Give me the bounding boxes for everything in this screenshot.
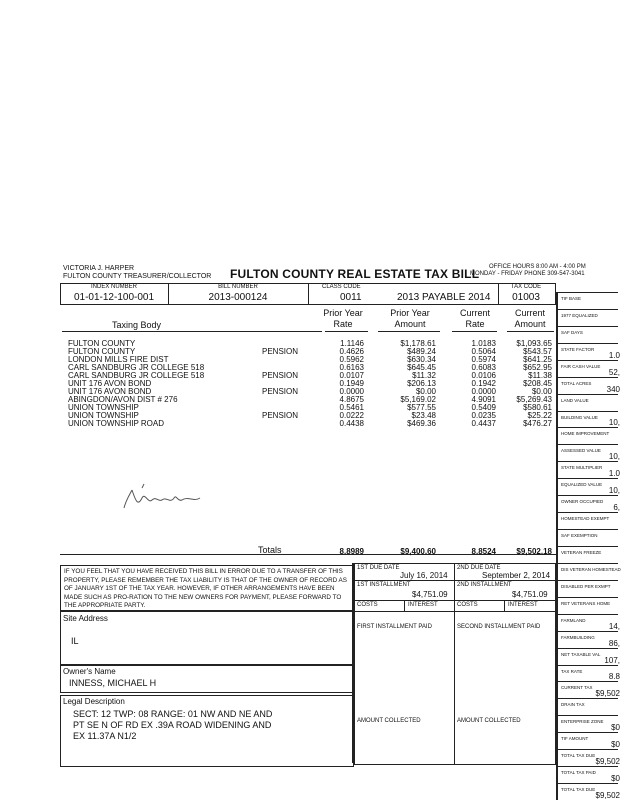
sidebar-cell-label: ASSESSED VALUE	[561, 448, 601, 454]
first-paid-label: FIRST INSTALLMENT PAID	[357, 624, 432, 630]
prior-amount: $0.00	[415, 387, 436, 396]
sidebar-cell-value: $9,502	[595, 790, 620, 800]
current-rate: 0.0106	[471, 371, 496, 380]
col-current-amount-2: Amount	[514, 319, 546, 329]
current-rate: 1.0183	[471, 339, 496, 348]
sidebar-cell-value: 10,	[608, 418, 620, 428]
prior-amount: $23.48	[411, 411, 436, 420]
sidebar-cell	[558, 343, 618, 361]
prior-amount: $577.55	[407, 403, 436, 412]
sidebar-cell-value: 14,	[608, 621, 620, 631]
sidebar-cell	[558, 597, 618, 615]
prior-rate: 0.4626	[339, 347, 364, 356]
total-prior-rate: 8.8989	[339, 547, 364, 556]
prior-rate: 0.5962	[339, 355, 364, 364]
current-rate: 0.4437	[471, 419, 496, 428]
totals-label: Totals	[258, 545, 282, 555]
col-prior-amount-1: Prior Year	[390, 308, 430, 318]
prior-amount: $645.45	[407, 363, 436, 372]
current-amount: $476.27	[523, 419, 552, 428]
current-rate: 0.5064	[471, 347, 496, 356]
sidebar-cell-label: FARMBUILDING	[561, 634, 595, 640]
sidebar-cell-value: $0	[611, 723, 620, 733]
second-paid-label: SECOND INSTALLMENT PAID	[457, 624, 541, 630]
sidebar-cell-label: BUILDING VALUE	[561, 414, 598, 420]
fund-note: PENSION	[262, 371, 299, 380]
legal-line-3: EX 11.37A N1/2	[73, 731, 137, 741]
prior-rate: 0.0222	[339, 411, 364, 420]
sidebar-cell	[558, 766, 618, 784]
sidebar-cell-label: ENTERPRISE ZONE	[561, 719, 604, 725]
sidebar-cell	[558, 360, 618, 378]
sidebar-cell	[558, 681, 618, 699]
class-code-label: CLASS CODE	[322, 284, 361, 290]
sidebar-cell-value: 340	[606, 384, 620, 394]
col-current-rate-1: Current	[459, 308, 490, 318]
sidebar-cell-label: FARMLAND	[561, 617, 586, 623]
current-amount: $5,269.43	[516, 395, 552, 404]
sidebar-cell-label: TOTAL TAX DUE	[561, 787, 596, 793]
sidebar-cell	[558, 563, 621, 581]
prior-rate: 4.8675	[339, 395, 364, 404]
sidebar-cell	[558, 648, 618, 666]
signature-scribble	[118, 478, 218, 514]
sidebar-cell	[558, 749, 618, 767]
fund-note: PENSION	[262, 387, 299, 396]
tax-code-label: TAX CODE	[510, 284, 542, 290]
class-code: 0011	[340, 292, 362, 303]
current-amount: $1,093.65	[516, 339, 552, 348]
sidebar-cell-label: SAF DAYS	[561, 329, 583, 335]
costs-2-label: COSTS	[457, 602, 478, 608]
sidebar-cell	[558, 394, 618, 412]
col-prior-rate-2: Rate	[333, 319, 353, 329]
sidebar-cell-value: $0	[611, 774, 620, 784]
sidebar-cell-label: HOMESTEAD EXEMPT	[561, 516, 610, 522]
sidebar-cell-label: HOME IMPROVEMENT	[561, 431, 610, 437]
prior-amount: $469.36	[407, 419, 436, 428]
taxing-body: UNIT 176 AVON BOND	[68, 379, 152, 388]
total-prior-amount: $9,400.60	[400, 547, 436, 556]
first-due-date: July 16, 2014	[400, 571, 448, 580]
current-rate: 0.5974	[471, 355, 496, 364]
sidebar-cell-label: TOTAL TAX PAID	[561, 770, 596, 776]
prior-rates-column	[318, 340, 364, 428]
sidebar-cell-label: EQUALIZED VALUE	[561, 482, 603, 488]
sidebar-cell	[558, 546, 618, 564]
amount-collected-1-label: AMOUNT COLLECTED	[357, 718, 421, 724]
prior-rate: 0.6163	[339, 363, 364, 372]
sidebar-cell	[558, 698, 618, 716]
sidebar-cell	[558, 444, 618, 462]
sidebar-cell-label: NET TAXABLE VAL	[561, 651, 601, 657]
taxing-body: FULTON COUNTY	[68, 339, 136, 348]
notice-box	[60, 565, 354, 611]
sidebar-cell	[558, 495, 618, 513]
taxing-body: FULTON COUNTY	[68, 347, 136, 356]
fund-note	[262, 356, 298, 364]
sidebar-cell-label: DISABLED PER EXMPT	[561, 583, 611, 589]
sidebar-cell	[558, 631, 618, 649]
site-address-value: IL	[71, 636, 79, 646]
owner-label: Owner's Name	[63, 667, 116, 676]
current-rate: 0.1942	[471, 379, 496, 388]
sidebar-cell-value: $9,502	[595, 689, 620, 699]
owner-name: INNESS, MICHAEL H	[69, 678, 157, 688]
legal-box	[60, 695, 354, 767]
taxing-body: UNION TOWNSHIP ROAD	[68, 419, 165, 428]
sidebar-cell-label: TIF BASE	[561, 296, 582, 301]
sidebar-cell-value: 8.8	[608, 672, 620, 682]
current-amount: $25.22	[527, 411, 552, 420]
current-amount: $11.38	[528, 371, 552, 380]
col-prior-rate-1: Prior Year	[323, 308, 363, 318]
sidebar-cell-label: CURRENT TAX	[561, 685, 593, 691]
site-address-label: Site Address	[63, 614, 108, 623]
current-amount: $208.45	[523, 379, 552, 388]
sidebar-cell	[558, 292, 618, 310]
index-number: 01-01-12-100-001	[73, 292, 155, 303]
index-number-label: INDEX NUMBER	[90, 284, 137, 290]
sidebar-cell	[558, 427, 618, 445]
taxing-body: LONDON MILLS FIRE DIST	[68, 355, 169, 364]
sidebar-cell-label: DIS VETERAN HOMESTEAD	[561, 566, 621, 572]
taxing-body: CARL SANDBURG JR COLLEGE 518	[68, 363, 205, 372]
sidebar-cell	[558, 326, 618, 344]
office-days-phone: MONDAY - FRIDAY PHONE 309-547-3041	[470, 271, 585, 277]
current-amounts-column	[500, 340, 552, 428]
sidebar-cell-label: TOTAL TAX DUE	[561, 753, 596, 759]
sidebar-cell-value: 6,	[613, 503, 620, 513]
total-current-amount: $9,502.18	[516, 547, 552, 556]
prior-rate: 0.0000	[339, 387, 364, 396]
office-hours: OFFICE HOURS 8:00 AM - 4:00 PM	[489, 264, 586, 270]
sidebar-cell-label: OWNER OCCUPIED	[561, 499, 604, 505]
sidebar-cell-label: FAIR CASH VALUE	[561, 363, 601, 369]
sidebar-cell-label: TOTAL ACRES	[561, 380, 592, 386]
current-rates-column	[450, 340, 496, 428]
sidebar-cell-value: $9,502	[595, 757, 620, 767]
owner-box	[60, 665, 354, 693]
sidebar-cell-label: SAF EXEMPTION	[561, 533, 598, 539]
current-amount: $580.61	[523, 403, 552, 412]
sidebar-cell	[558, 715, 618, 733]
sidebar-cell-value: 86,	[608, 638, 620, 648]
fund-note	[262, 420, 298, 428]
prior-amount: $1,178.61	[400, 339, 436, 348]
sidebar-cell	[558, 411, 618, 429]
costs-1-label: COSTS	[357, 602, 378, 608]
second-due-label: 2ND DUE DATE	[457, 565, 501, 571]
sidebar-cell-label: DRAIN TAX	[561, 702, 585, 708]
col-current-amount-1: Current	[514, 308, 545, 318]
col-current-rate-2: Rate	[465, 319, 485, 329]
sidebar-cell-label: STATE MULTIPLIER	[561, 465, 603, 471]
sidebar-cell	[558, 783, 618, 801]
current-rate: 0.5409	[471, 403, 496, 412]
prior-rate: 0.5461	[339, 403, 364, 412]
current-rate: 4.9091	[471, 395, 496, 404]
current-amount: $652.95	[523, 363, 552, 372]
legal-line-2: PT SE N OF RD EX .39A ROAD WIDENING AND	[73, 720, 272, 730]
prior-amount: $11.32	[412, 371, 436, 380]
fund-note	[262, 396, 298, 404]
sidebar-cell-label: VETERAN FREEZE	[561, 550, 602, 555]
sidebar-cell-value: 1.0	[608, 350, 620, 360]
current-amount: $543.57	[523, 347, 552, 356]
prior-amount: $206.13	[407, 379, 436, 388]
sidebar-cell-label: RET VETERANS HOME	[561, 600, 611, 606]
first-due-label: 1ST DUE DATE	[357, 565, 400, 571]
prior-amount: $5,169.02	[400, 395, 436, 404]
fund-note: PENSION	[262, 347, 299, 356]
sidebar-cell	[558, 512, 618, 530]
taxing-bodies-column	[68, 340, 204, 428]
prior-rate: 0.4438	[339, 419, 364, 428]
assessment-sidebar	[556, 292, 620, 800]
tax-code: 01003	[512, 292, 540, 303]
second-due-date: September 2, 2014	[482, 571, 551, 580]
transfer-notice: IF YOU FEEL THAT YOU HAVE RECEIVED THIS BILL IN ERROR DUE TO A TRANSFER OF THIS PROPERTY, PLEASE REMEMBER THE TAX LIABILITY IS THAT OF THE OWNER OF RECORD AS OF JANUARY 1ST OF THE TAX YEAR. HOWEVER, IF OTHER ARRANGEMENTS HAVE BEEN MADE SUCH AS PRO-RATION TO THE NEW OWNERS FOR PAYMENT, PLEASE FORWARD TO THE APPROPRIATE PARTY.	[64, 568, 347, 610]
legal-label: Legal Description	[63, 697, 125, 706]
fund-note: PENSION	[262, 411, 299, 420]
sidebar-cell-value: 1.0	[608, 469, 620, 479]
taxing-body: UNIT 176 AVON BOND	[68, 387, 152, 396]
prior-rate: 1.1146	[340, 339, 364, 348]
sidebar-cell-label: TIF AMOUNT	[561, 736, 589, 742]
col-prior-amount-2: Amount	[394, 319, 426, 329]
prior-amounts-column	[376, 340, 436, 428]
sidebar-cell	[558, 614, 618, 632]
first-installment-label: 1ST INSTALLMENT	[357, 582, 411, 588]
sidebar-cell-value: 10,	[608, 452, 620, 462]
sidebar-cell-label: TAX RATE	[561, 668, 583, 674]
taxing-body: CARL SANDBURG JR COLLEGE 518	[68, 371, 205, 380]
interest-2-label: INTEREST	[508, 602, 538, 608]
treasurer-name: VICTORIA J. HARPER	[63, 265, 135, 272]
interest-1-label: INTEREST	[408, 602, 438, 608]
first-installment: $4,751.09	[412, 590, 448, 599]
bill-title: FULTON COUNTY REAL ESTATE TAX BILL	[230, 267, 480, 281]
sidebar-cell	[558, 732, 618, 750]
sidebar-cell	[558, 461, 618, 479]
sidebar-cell	[558, 309, 618, 327]
sidebar-cell-value: $0	[611, 740, 620, 750]
notes-column	[262, 340, 298, 428]
sidebar-cell	[558, 377, 618, 395]
site-address-box	[60, 611, 354, 665]
current-amount: $0.00	[531, 387, 552, 396]
sidebar-cell-label: LAND VALUE	[561, 397, 589, 403]
sidebar-cell	[558, 478, 618, 496]
current-amount: $641.25	[523, 355, 552, 364]
current-rate: 0.0000	[471, 387, 496, 396]
bill-number: 2013-000124	[208, 292, 268, 303]
second-installment: $4,751.09	[512, 590, 548, 599]
sidebar-cell	[558, 580, 618, 598]
taxing-body: UNION TOWNSHIP	[68, 411, 139, 420]
taxing-body: UNION TOWNSHIP	[68, 403, 139, 412]
amount-collected-2-label: AMOUNT COLLECTED	[457, 718, 521, 724]
treasurer-title: FULTON COUNTY TREASURER/COLLECTOR	[63, 273, 212, 280]
payable-year: 2013 PAYABLE 2014	[397, 292, 491, 303]
bill-number-label: BILL NUMBER	[218, 284, 258, 290]
prior-rate: 0.0107	[339, 371, 364, 380]
col-taxing-body: Taxing Body	[112, 320, 162, 330]
prior-rate: 0.1949	[339, 379, 364, 388]
sidebar-cell	[558, 665, 618, 683]
sidebar-cell-value: 107,	[604, 655, 620, 665]
current-rate: 0.0235	[471, 411, 496, 420]
legal-line-1: SECT: 12 TWP: 08 RANGE: 01 NW AND NE AND	[73, 709, 273, 719]
sidebar-cell-label: STATE FACTOR	[561, 346, 595, 352]
prior-amount: $630.34	[407, 355, 436, 364]
current-rate: 0.6083	[471, 363, 496, 372]
sidebar-cell-label: 1977 EQUALIZED	[561, 312, 598, 318]
total-current-rate: 8.8524	[471, 547, 496, 556]
sidebar-cell-value: 10,	[608, 486, 620, 496]
sidebar-cell	[558, 529, 618, 547]
second-installment-label: 2ND INSTALLMENT	[457, 582, 512, 588]
taxing-body: ABINGDON/AVON DIST # 276	[68, 395, 178, 404]
sidebar-cell-value: 52,	[608, 367, 620, 377]
prior-amount: $489.24	[407, 347, 436, 356]
